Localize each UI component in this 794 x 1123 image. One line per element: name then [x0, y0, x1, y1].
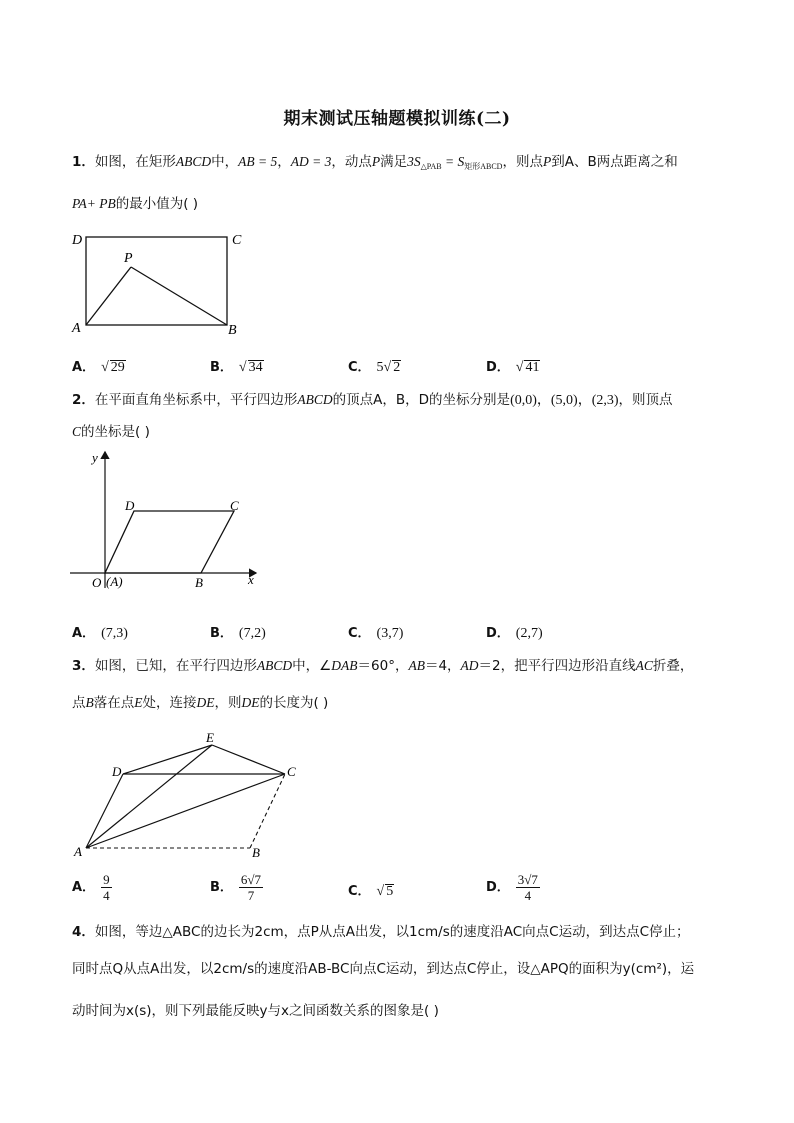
q4-number: 4． — [72, 924, 95, 940]
q2-label-c: C — [230, 498, 239, 513]
q3-label-b: B — [252, 845, 260, 860]
q1-label-b: B — [228, 323, 237, 338]
q3-label-e: E — [206, 730, 214, 745]
q2-option-c: C． (3,7) — [348, 626, 404, 641]
q3-option-d: D． $\frac{3√7}{4}$ — [486, 872, 538, 903]
q1-label-c: C — [232, 233, 242, 248]
q2-figure — [62, 446, 272, 596]
q2-label-x: x — [248, 572, 254, 587]
q2-number: 2． — [72, 392, 95, 408]
q1-line2: PA+ PB的最小值为( ) — [72, 196, 199, 212]
q2-line2: C的坐标是( ) — [72, 424, 150, 440]
q2-label-b: B — [195, 575, 203, 590]
q1-segment-pa — [86, 267, 131, 325]
q2-line1: 2．在平面直角坐标系中，平行四边形ABCD的顶点A，B，D的坐标分别是(0,0)，(5,0)，(2,3)，则顶点 — [72, 392, 673, 408]
q3-segment-ec — [212, 745, 285, 774]
q1-segment-pb — [131, 267, 227, 325]
q3-segment-ae — [86, 745, 212, 848]
q1-line1: 1．如图，在矩形ABCD中，AB = 5，AD = 3，动点P满足$3S_{\triangle PAB} = S_{矩形ABCD}$，则点P到A、B两点距离之和 — [72, 154, 678, 171]
q3-label-c: C — [287, 764, 296, 779]
q3-number: 3． — [72, 658, 95, 674]
q2-label-d: D — [125, 498, 135, 513]
q2-option-b: B． (7,2) — [210, 626, 266, 641]
q3-option-a: A． $\frac{9}{4}$ — [72, 872, 110, 903]
q2-option-a: A． (7,3) — [72, 626, 128, 641]
q2-parallelogram — [105, 511, 234, 573]
q1-label-d: D — [72, 233, 83, 248]
q3-line2: 点B落在点E处，连接DE，则DE的长度为( ) — [72, 695, 329, 711]
q1-option-c: C． 5√ 2 — [348, 360, 401, 375]
q1-label-p: P — [124, 251, 133, 266]
q2-label-o: O — [92, 575, 102, 590]
q3-segment-ac — [86, 774, 285, 848]
q2-label-a: (A) — [106, 574, 123, 589]
q1-option-b: B． √ 34 — [210, 360, 263, 375]
q4-line2: 同时点Q从点A出发，以2cm/s的速度沿AB-BC向点C运动，到达点C停止，设△APQ的面积为y(cm²)，运 — [72, 961, 695, 977]
page-title: 期末测试压轴题模拟训练(二) — [283, 109, 511, 129]
q4-line1: 4．如图，等边△ABC的边长为2cm，点P从点A出发，以1cm/s的速度沿AC向点C运动，到达点C停止； — [72, 924, 690, 940]
q1-condition: $3S_{\triangle PAB} = S_{矩形ABCD}$ — [407, 154, 503, 171]
q3-figure — [66, 726, 316, 862]
q3-label-d: D — [112, 764, 122, 779]
q1-number: 1． — [72, 154, 95, 170]
q1-option-a: A． √ 29 — [72, 360, 125, 375]
q3-label-a: A — [74, 844, 82, 859]
q1-figure — [60, 222, 260, 342]
q3-option-b: B． $\frac{6√7}{7}$ — [210, 872, 262, 903]
q3-line1: 3．如图，已知，在平行四边形ABCD中，∠DAB＝60°，AB＝4，AD＝2，把平行四边形沿直线AC折叠， — [72, 658, 694, 674]
q3-option-c: C． √ 5 — [348, 884, 394, 899]
q2-option-d: D． (2,7) — [486, 626, 543, 641]
q4-line3: 动时间为x(s)，则下列最能反映y与x之间函数关系的图象是( ) — [72, 1003, 439, 1019]
q1-label-a: A — [72, 321, 81, 336]
q2-label-y: y — [92, 450, 98, 465]
q3-segment-de — [123, 745, 212, 774]
q1-option-d: D． √ 41 — [486, 360, 540, 375]
